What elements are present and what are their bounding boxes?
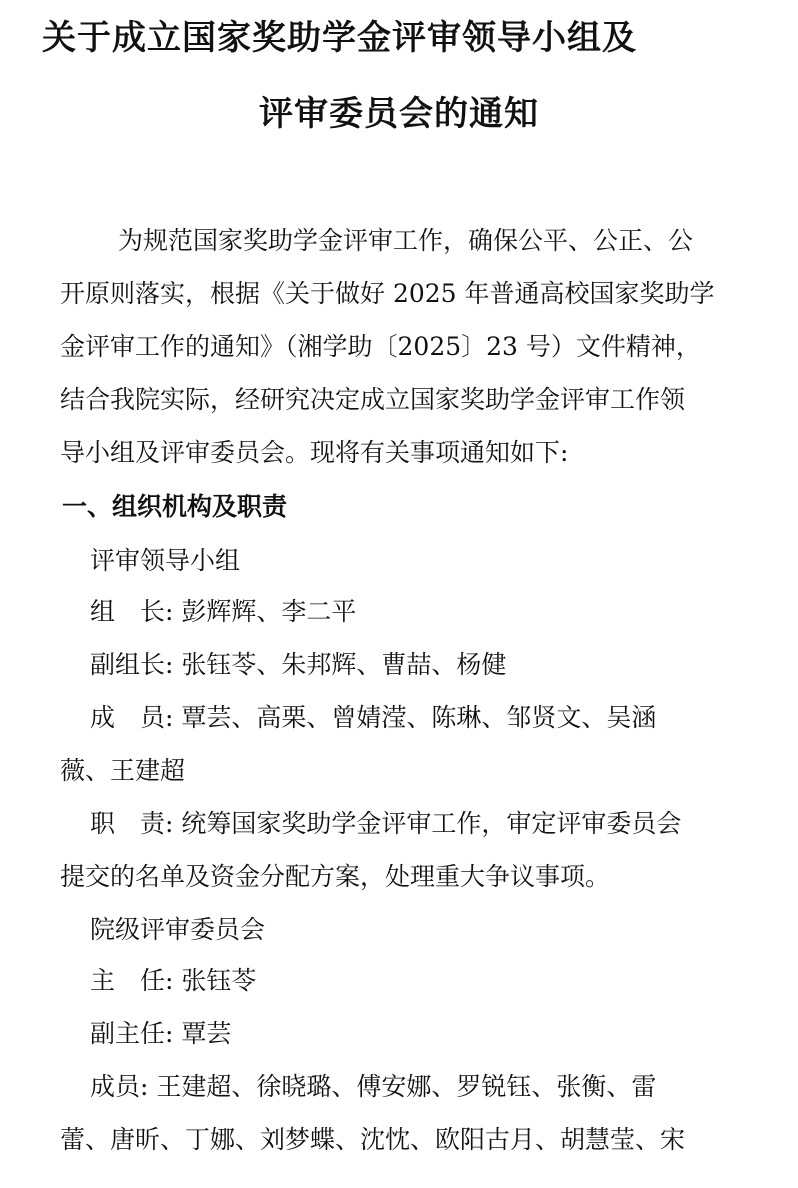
leadership-group-name: 评审领导小组 <box>90 546 241 575</box>
leadership-members-line-2: 薇、王建超 <box>60 756 186 785</box>
committee-members-line-2: 蕾、唐昕、丁娜、刘梦蝶、沈忱、欧阳古月、胡慧莹、宋 <box>60 1125 686 1154</box>
section-heading: 一、组织机构及职责 <box>62 492 288 521</box>
leadership-members-line-1: 成 员: 覃芸、高栗、曾婧滢、陈琳、邹贤文、吴涵 <box>90 703 657 732</box>
intro-paragraph-line-3: 金评审工作的通知》（湘学助〔2025〕23 号）文件精神， <box>60 332 701 361</box>
intro-paragraph-line-5: 导小组及评审委员会。现将有关事项通知如下: <box>60 438 569 467</box>
leadership-deputy-line: 副组长: 张钰苓、朱邦辉、曹喆、杨健 <box>90 650 507 679</box>
intro-paragraph-line-2: 开原则落实，根据《关于做好 2025 年普通高校国家奖助学 <box>60 279 715 308</box>
leadership-duty-line-2: 提交的名单及资金分配方案，处理重大争议事项。 <box>60 862 611 891</box>
committee-members-line-1: 成员: 王建超、徐晓璐、傅安娜、罗锐钰、张衡、雷 <box>90 1072 657 1101</box>
leadership-leader-line: 组 长: 彭辉辉、李二平 <box>90 597 357 626</box>
document-title-line-2: 评审委员会的通知 <box>259 94 539 134</box>
committee-name: 院级评审委员会 <box>90 915 266 944</box>
intro-paragraph-line-1: 为规范国家奖助学金评审工作，确保公平、公正、公 <box>118 226 694 255</box>
document-title-line-1: 关于成立国家奖助学金评审领导小组及 <box>42 18 637 58</box>
intro-paragraph-line-4: 结合我院实际，经研究决定成立国家奖助学金评审工作领 <box>60 385 686 414</box>
committee-director-line: 主 任: 张钰苓 <box>90 966 257 995</box>
leadership-duty-line-1: 职 责: 统筹国家奖助学金评审工作，审定评审委员会 <box>90 809 682 838</box>
committee-deputy-director-line: 副主任: 覃芸 <box>90 1019 232 1048</box>
